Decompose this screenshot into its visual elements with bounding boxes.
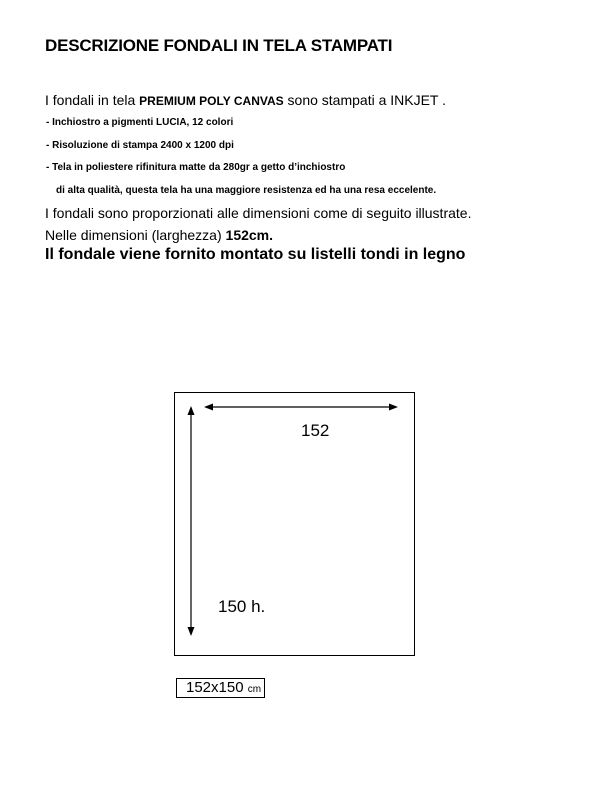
width-arrow-icon (204, 404, 398, 411)
dimensions-width-value: 152cm. (225, 227, 274, 243)
mounting-text: Il fondale viene fornito montato su listelli tondi in legno (45, 246, 466, 263)
dimensions-line (45, 227, 273, 243)
backdrop-outline (175, 393, 415, 656)
height-arrow-icon (188, 406, 195, 636)
backdrop-diagram (174, 392, 415, 656)
intro-line (45, 92, 446, 108)
intro-pre: I fondali in tela (45, 92, 140, 108)
height-label: 150 h. (218, 597, 266, 616)
size-unit: cm (247, 684, 262, 695)
intro-product-name: PREMIUM POLY CANVAS (139, 94, 284, 108)
proportion-text: I fondali sono proporzionati alle dimensioni come di seguito illustrate. (45, 205, 472, 221)
bullet-resolution: - Risoluzione di stampa 2400 x 1200 dpi (46, 140, 234, 151)
bullet-canvas-continued: di alta qualità, questa tela ha una maggiore resistenza ed ha una resa eccelente. (56, 185, 437, 196)
size-value: 152x150 (186, 679, 244, 696)
intro-post: sono stampati a INKJET . (283, 92, 447, 108)
bullet-canvas: - Tela in poliestere rifinitura matte da 280gr a getto d’inchiostro (46, 162, 346, 173)
width-label: 152 (301, 421, 330, 440)
size-label (186, 679, 261, 696)
dimensions-pre: Nelle dimensioni (larghezza) (45, 227, 226, 243)
page-title: DESCRIZIONE FONDALI IN TELA STAMPATI (45, 36, 393, 55)
bullet-ink: - Inchiostro a pigmenti LUCIA, 12 colori (46, 117, 234, 128)
